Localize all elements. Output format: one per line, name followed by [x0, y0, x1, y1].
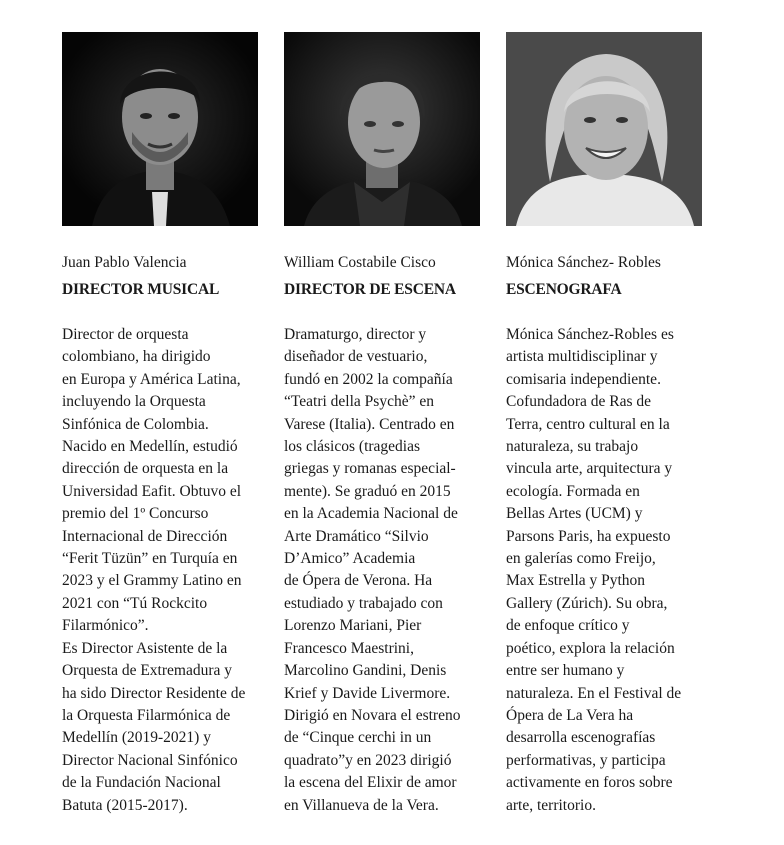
bio-line: Terra, centro cultural en la — [506, 415, 670, 433]
bio-line: Dirigió en Novara el estreno — [284, 706, 461, 724]
portrait-photo — [506, 32, 702, 226]
bio-line: de la Fundación Nacional — [62, 774, 221, 792]
bio-line: la Orquesta Filarmónica de — [62, 706, 231, 724]
bio-line: en Europa y América Latina, — [62, 370, 241, 388]
bio-line: comisaria independiente. — [506, 370, 661, 388]
bio-line: en galerías como Freijo, — [506, 550, 656, 568]
bio-line: Parsons Paris, ha expuesto — [506, 527, 671, 545]
person-bio — [62, 324, 262, 817]
person-bio — [506, 324, 706, 817]
person-bio — [284, 324, 484, 817]
bio-line: D’Amico” Academia — [284, 550, 416, 568]
bio-line: Max Estrella y Python — [506, 572, 646, 590]
bio-line: Arte Dramático “Silvio — [284, 527, 429, 545]
bio-line: Bellas Artes (UCM) y — [506, 505, 643, 523]
bio-line: dirección de orquesta en la — [62, 460, 229, 478]
bio-line: “Teatri della Psychè” en — [284, 393, 434, 411]
bio-line: Director Nacional Sinfónico — [62, 751, 238, 769]
bio-line: Lorenzo Mariani, Pier — [284, 617, 422, 635]
portrait-young-man-icon — [284, 32, 480, 226]
person-role: DIRECTOR DE ESCENA — [284, 281, 456, 298]
bio-line: Marcolino Gandini, Denis — [284, 662, 447, 680]
bio-line: mente). Se graduó en 2015 — [284, 482, 451, 500]
bio-line: desarrolla escenografías — [506, 729, 656, 747]
bio-line: los clásicos (tragedias — [284, 438, 421, 456]
bio-line: griegas y romanas especial- — [284, 460, 456, 478]
bio-line: 2021 con “Tú Rockcito — [62, 594, 208, 612]
bio-line: Internacional de Dirección — [62, 527, 228, 545]
profile-card-stage-director — [284, 32, 484, 817]
bio-line: Krief y Davide Livermore. — [284, 684, 451, 702]
bio-line: activamente en foros sobre — [506, 774, 673, 792]
bio-line: Gallery (Zúrich). Su obra, — [506, 594, 668, 612]
bio-line: Medellín (2019-2021) y — [62, 729, 211, 747]
bio-line: entre ser humano y — [506, 662, 625, 680]
profile-card-set-designer — [506, 32, 706, 817]
bio-line: diseñador de vestuario, — [284, 348, 428, 366]
bio-line: Filarmónico”. — [62, 617, 149, 635]
bio-line: Orquesta de Extremadura y — [62, 662, 233, 680]
person-role: DIRECTOR MUSICAL — [62, 281, 220, 298]
bio-line: premio del 1º Concurso — [62, 505, 209, 523]
bio-line: 2023 y el Grammy Latino en — [62, 572, 242, 590]
person-name: William Costabile Cisco — [284, 254, 436, 271]
bio-line: Sinfónica de Colombia. — [62, 415, 209, 433]
person-name: Mónica Sánchez- Robles — [506, 254, 661, 271]
bio-line: Ópera de La Vera ha — [506, 706, 634, 724]
bio-line: quadrato”y en 2023 dirigió — [284, 751, 452, 769]
bio-line: arte, territorio. — [506, 796, 596, 814]
bio-line: en Villanueva de la Vera. — [284, 796, 439, 814]
bio-line: Francesco Maestrini, — [284, 639, 414, 657]
bio-line: Mónica Sánchez-Robles es — [506, 326, 674, 343]
bio-line: la escena del Elixir de amor — [284, 774, 457, 792]
bio-line: Dramaturgo, director y — [284, 326, 427, 343]
bio-line: de enfoque crítico y — [506, 617, 630, 635]
bio-line: poético, explora la relación — [506, 639, 675, 657]
bio-line: fundó en 2002 la compañía — [284, 370, 453, 388]
bio-line: de “Cinque cerchi in un — [284, 729, 432, 747]
portrait-photo — [62, 32, 258, 226]
portrait-photo — [284, 32, 480, 226]
bio-line: Director de orquesta — [62, 326, 189, 343]
bio-line: naturaleza. En el Festival de — [506, 684, 682, 702]
bio-line: incluyendo la Orquesta — [62, 393, 206, 411]
bio-line: artista multidisciplinar y — [506, 348, 658, 366]
bio-line: en la Academia Nacional de — [284, 505, 458, 523]
bio-line: estudiado y trabajado con — [284, 594, 443, 612]
bio-line: de Ópera de Verona. Ha — [284, 572, 433, 590]
portrait-man-dark-hair-icon — [62, 32, 258, 226]
person-name: Juan Pablo Valencia — [62, 254, 187, 271]
bio-line: Es Director Asistente de la — [62, 639, 228, 657]
bio-line: performativas, y participa — [506, 751, 666, 769]
profile-card-musical-director — [62, 32, 262, 817]
bio-line: “Ferit Tüzün” en Turquía en — [62, 550, 238, 568]
bio-line: Batuta (2015-2017). — [62, 796, 188, 814]
bio-line: ha sido Director Residente de — [62, 684, 246, 702]
bio-line: Cofundadora de Ras de — [506, 393, 652, 411]
person-role: ESCENOGRAFA — [506, 281, 622, 298]
bio-line: Varese (Italia). Centrado en — [284, 415, 455, 433]
bio-line: naturaleza, su trabajo — [506, 438, 639, 456]
bio-line: Universidad Eafit. Obtuvo el — [62, 482, 242, 500]
bio-line: ecología. Formada en — [506, 482, 640, 500]
bio-line: Nacido en Medellín, estudió — [62, 438, 238, 456]
bio-line: vincula arte, arquitectura y — [506, 460, 673, 478]
bio-line: colombiano, ha dirigido — [62, 348, 211, 366]
portrait-woman-smiling-icon — [506, 32, 702, 226]
